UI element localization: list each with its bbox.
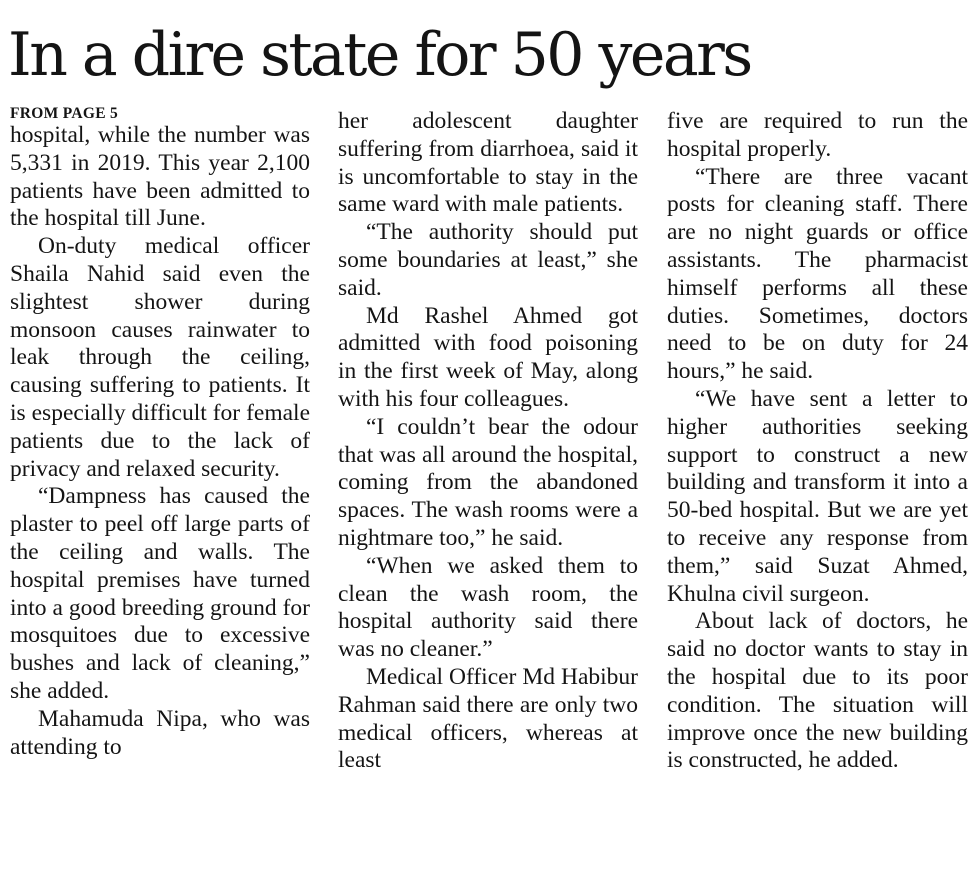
paragraph: “There are three vacant posts for cleaning staff. There are no night guards or office assistants. The pharmacist himself performs all these duties. Sometimes, doctors need to be on duty for 24 hours,” he said. xyxy=(667,163,968,385)
article-column-1 xyxy=(10,105,310,761)
headline: In a dire state for 50 years xyxy=(8,20,751,90)
paragraph: hospital, while the number was 5,331 in 2019. This year 2,100 patients have been admitted to the hospital till June. xyxy=(10,122,310,232)
paragraph: “When we asked them to clean the wash room, the hospital authority said there was no cleaner.” xyxy=(338,552,638,663)
article-column-3 xyxy=(667,108,968,775)
paragraph: her adolescent daughter suffering from diarrhoea, said it is uncomfortable to stay in the same ward with male patients. xyxy=(338,108,638,218)
paragraph: “I couldn’t bear the odour that was all around the hospital, coming from the abandoned spaces. The wash rooms were a nightmare too,” he said. xyxy=(338,413,638,551)
paragraph: Mahamuda Nipa, who was attending to xyxy=(10,705,310,760)
paragraph: Md Rashel Ahmed got admitted with food poisoning in the first week of May, along with his four colleagues. xyxy=(338,302,638,412)
paragraph: “Dampness has caused the plaster to peel off large parts of the ceiling and walls. The hospital premises have turned into a good breeding ground for mosquitoes due to excessive bushes and lack of cleaning,” she added. xyxy=(10,483,310,704)
paragraph: On-duty medical officer Shaila Nahid said even the slightest shower during monsoon causes rainwater to leak through the ceiling, causing suffering to patients. It is especially difficult for female patients due to the lack of privacy and relaxed security. xyxy=(10,233,310,482)
continuation-kicker: FROM PAGE 5 xyxy=(10,105,119,122)
paragraph: “We have sent a letter to higher authorities seeking support to construct a new building and transform it into a 50-bed hospital. But we are yet to receive any response from them,” said Suzat Ahmed, Khulna civil surgeon. xyxy=(667,385,968,607)
paragraph: About lack of doctors, he said no doctor wants to stay in the hospital due to its poor condition. The situation will improve once the new building is constructed, he added. xyxy=(667,608,968,774)
paragraph: Medical Officer Md Habibur Rahman said there are only two medical officers, whereas at least xyxy=(338,663,638,774)
article-column-2 xyxy=(338,108,638,775)
paragraph: “The authority should put some boundaries at least,” she said. xyxy=(338,219,638,301)
paragraph: five are required to run the hospital properly. xyxy=(667,108,968,162)
